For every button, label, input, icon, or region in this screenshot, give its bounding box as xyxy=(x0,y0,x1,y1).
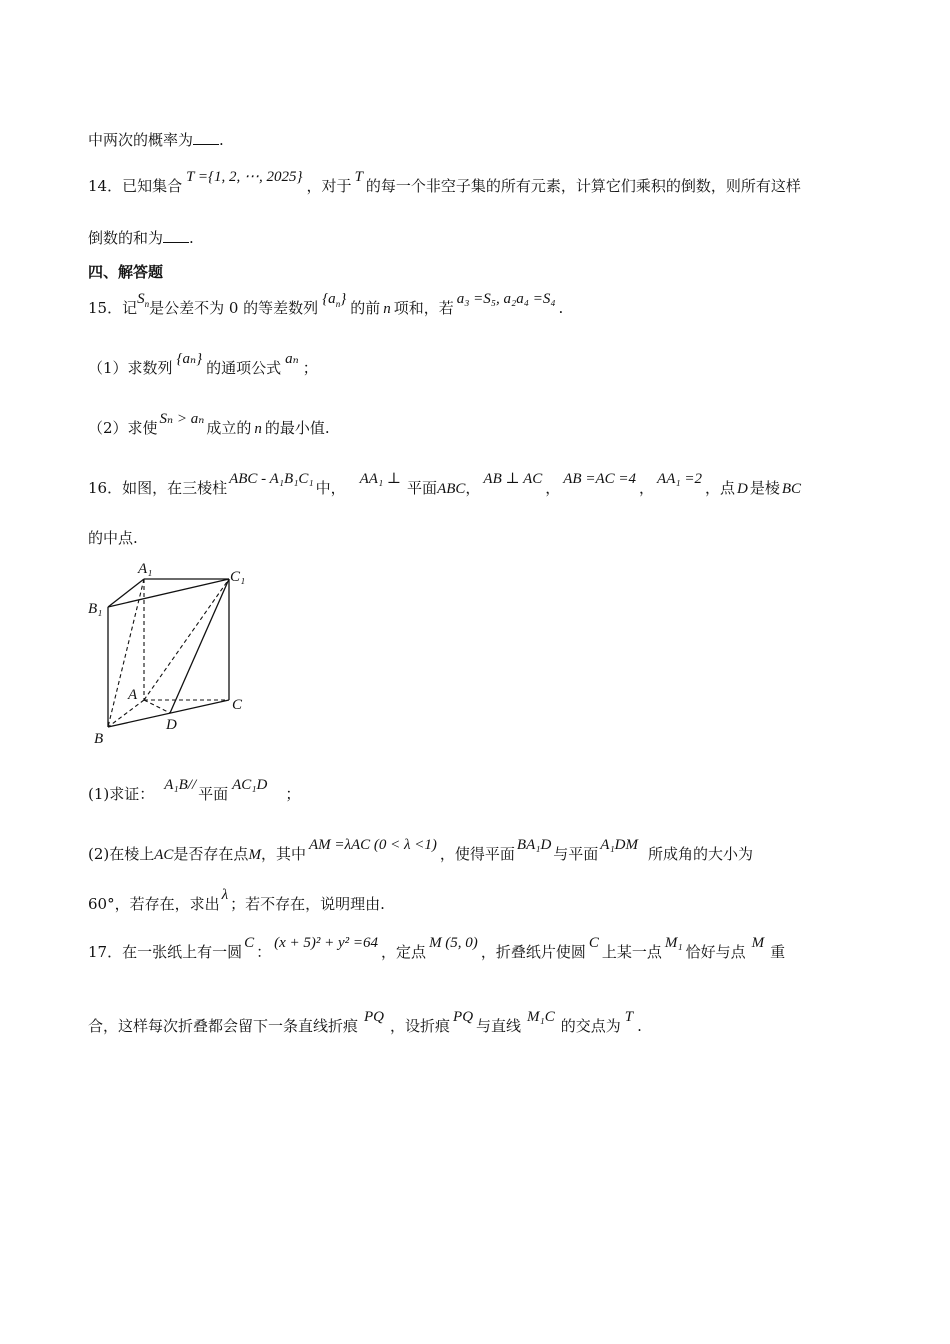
question-text: 的前 xyxy=(350,299,381,317)
math-variable: n xyxy=(254,421,262,437)
math-expression: $\{a_n\}$ xyxy=(322,291,347,309)
math-variable: T xyxy=(624,1009,634,1025)
question-text: 所成角的大小为 xyxy=(648,845,754,863)
math-variable: M xyxy=(248,847,261,863)
question-text: （1）求数列 xyxy=(88,359,173,377)
question-text: (1)求证： xyxy=(88,785,155,803)
question-14 xyxy=(88,169,801,197)
prism-figure xyxy=(82,557,262,747)
question-text: 的每一个非空子集的所有元素，计算它们乘积的倒数，则所有这样 xyxy=(365,177,801,195)
question-17 xyxy=(88,935,786,963)
math-expression: A₁DM xyxy=(600,837,639,853)
math-variable: $S_n$ xyxy=(137,291,150,309)
text: ： xyxy=(256,943,272,961)
math-expression: a₃ =S₅, a₂a₄ =S₄ xyxy=(456,291,556,307)
text-line-3 xyxy=(88,228,194,248)
question-text: 的最小值. xyxy=(264,419,330,437)
question-text: 是棱 xyxy=(749,479,780,497)
question-15-part-2 xyxy=(88,411,330,439)
question-16-part-2-cont xyxy=(88,887,385,915)
math-expression: AA₁ ⊥ xyxy=(359,471,402,487)
question-text: 项和，若 xyxy=(393,299,454,317)
question-text: ，使得平面 xyxy=(439,845,515,863)
question-text: 与直线 xyxy=(476,1017,522,1035)
question-text: 合，这样每次折叠都会留下一条直线折痕 xyxy=(88,1017,359,1035)
question-text: ，点 xyxy=(704,479,735,497)
math-variable: C xyxy=(244,935,255,951)
math-expression: AM =λAC (0 < λ <1) xyxy=(308,837,437,853)
text: ， xyxy=(545,479,561,497)
question-text: ，其中 xyxy=(260,845,306,863)
text: ， xyxy=(639,479,655,497)
question-text: 14．已知集合 xyxy=(88,177,183,195)
segment-A1B-hidden xyxy=(108,579,144,727)
text: 中两次的概率为 xyxy=(88,131,194,149)
question-text: 17．在一张纸上有一圆 xyxy=(88,943,243,961)
math-variable: M₁C xyxy=(527,1009,555,1025)
math-expression: AB =AC =4 xyxy=(563,471,637,487)
math-variable: PQ xyxy=(453,1009,474,1025)
question-text: 中， xyxy=(315,479,346,497)
math-variable: C xyxy=(588,935,599,951)
math-expression: AB ⊥ AC xyxy=(483,471,543,487)
text: ； xyxy=(302,359,318,377)
label-C: C xyxy=(232,697,243,713)
question-text: 上某一点 xyxy=(601,943,662,961)
segment-C1D xyxy=(170,579,229,713)
question-text: ；若不存在，说明理由. xyxy=(230,895,385,913)
question-text: （2）求使 xyxy=(88,419,158,437)
question-text: 是公差不为 0 的等差数列 xyxy=(149,299,319,317)
question-text: ，定点 xyxy=(381,943,427,961)
math-variable: λ xyxy=(221,887,229,903)
question-text: 60°，若存在，求出 xyxy=(88,895,220,913)
question-text: 重 xyxy=(770,943,786,961)
label-C1: C₁ xyxy=(230,569,246,585)
question-text: 与平面 xyxy=(553,845,599,863)
question-text: 平面 xyxy=(198,785,229,803)
math-variable: AC xyxy=(154,847,174,863)
question-text: 15．记 xyxy=(88,299,138,317)
question-15-part-1 xyxy=(88,351,318,379)
question-text: 平面 xyxy=(407,479,438,497)
math-variable: M xyxy=(751,935,765,951)
segment-AC1-hidden xyxy=(144,579,229,700)
label-A1: A₁ xyxy=(138,561,153,577)
question-16-part-1 xyxy=(88,777,301,805)
math-expression: (x + 5)² + y² =64 xyxy=(274,935,379,951)
label-B: B xyxy=(94,731,104,747)
text: . xyxy=(189,229,194,247)
question-text: ，对于 xyxy=(306,177,352,195)
section-heading: 四、解答题 xyxy=(88,263,164,281)
math-variable: D xyxy=(736,481,748,497)
question-17-cont xyxy=(88,1009,642,1037)
math-variable: T xyxy=(354,169,363,185)
question-text: ，折叠纸片使圆 xyxy=(480,943,586,961)
question-text: 16．如图，在三棱柱 xyxy=(88,479,228,497)
text: ； xyxy=(285,785,301,803)
question-text: (2)在棱上 xyxy=(88,845,155,863)
segment-AD-hidden xyxy=(144,700,170,713)
math-expression: Sₙ > aₙ xyxy=(159,411,205,427)
math-expression: {aₙ} xyxy=(176,351,203,367)
question-16 xyxy=(88,471,801,499)
math-variable: ABC xyxy=(437,481,466,497)
math-expression: M (5, 0) xyxy=(429,935,478,951)
text: . xyxy=(558,299,564,317)
question-text: 恰好与点 xyxy=(685,943,746,961)
question-text: 的通项公式 xyxy=(206,359,282,377)
math-expression: ABC - A₁B₁C₁ xyxy=(229,471,314,487)
answer-blank xyxy=(193,130,219,145)
label-B1: B₁ xyxy=(88,601,103,617)
math-variable: aₙ xyxy=(285,351,299,367)
label-A: A xyxy=(128,687,138,703)
answer-blank xyxy=(163,228,189,243)
math-expression: A₁B// xyxy=(164,777,197,793)
math-expression: AA₁ =2 xyxy=(657,471,702,487)
math-expression: BA₁D xyxy=(516,837,552,853)
math-variable: BC xyxy=(781,481,801,497)
math-expression: T ={1, 2, ⋯, 2025} xyxy=(186,169,303,185)
math-variable: M₁ xyxy=(664,935,683,951)
text: 倒数的和为 xyxy=(88,229,164,247)
question-text: ，设折痕 xyxy=(390,1017,451,1035)
math-variable: n xyxy=(383,301,391,317)
text: . xyxy=(637,1017,642,1035)
question-16-part-2 xyxy=(88,837,754,865)
question-text: 成立的 xyxy=(206,419,252,437)
question-text: 是否存在点 xyxy=(173,845,249,863)
math-variable: PQ xyxy=(364,1009,385,1025)
text-line: 的中点. xyxy=(88,529,138,547)
question-15 xyxy=(88,291,564,324)
text-line-1 xyxy=(88,130,224,150)
question-text: 的交点为 xyxy=(560,1017,621,1035)
text: . xyxy=(219,131,224,149)
text: ， xyxy=(465,479,481,497)
label-D: D xyxy=(166,717,177,733)
math-expression: AC₁D xyxy=(232,777,268,793)
